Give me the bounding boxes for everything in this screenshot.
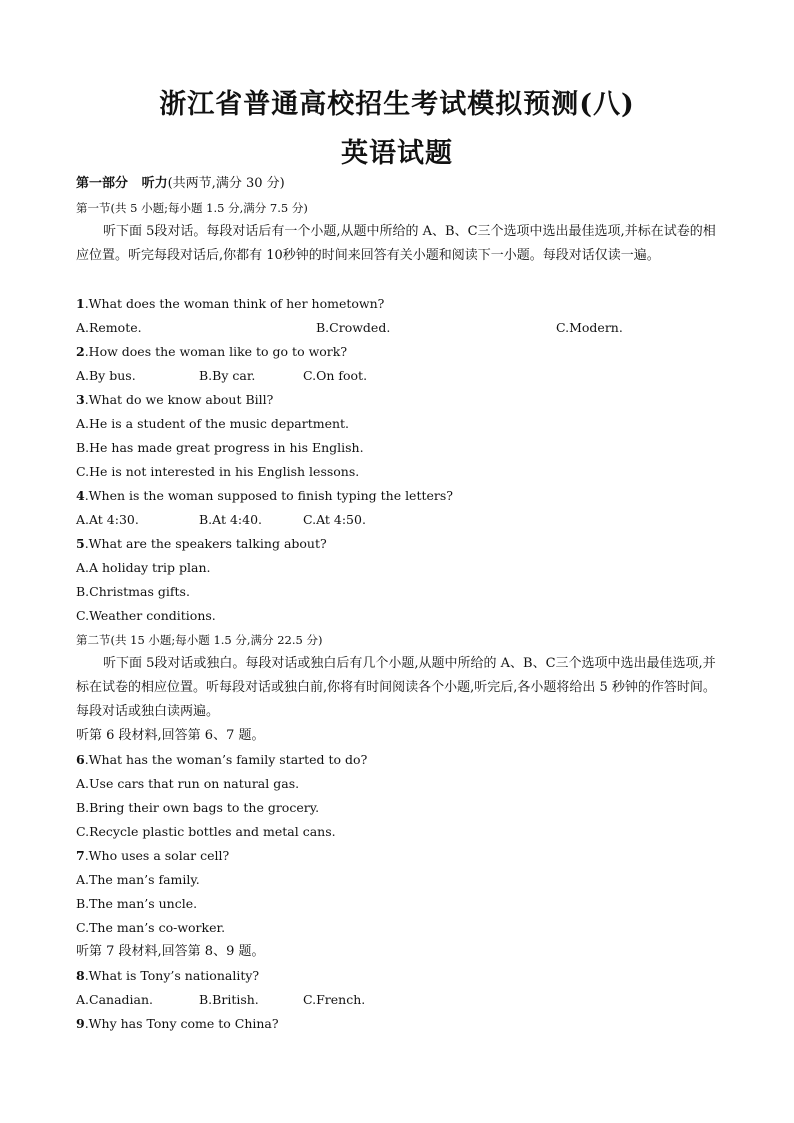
q3-option-b: B.He has made great progress in his English. xyxy=(76,440,364,455)
question-8 xyxy=(76,968,259,984)
exam-subtitle: 英语试题 xyxy=(341,138,453,169)
question-text: .What are the speakers talking about? xyxy=(84,536,327,551)
question-5 xyxy=(76,536,327,552)
q7-option-c: C.The man’s co-worker. xyxy=(76,920,226,935)
q3-option-a: A.He is a student of the music department. xyxy=(76,416,350,431)
q6-option-b: B.Bring their own bags to the grocery. xyxy=(76,800,320,815)
section2-heading: 第二节(共 15 小题;每小题 1.5 分,满分 22.5 分) xyxy=(76,633,323,647)
part1-note: (共两节,满分 30 分) xyxy=(167,176,285,191)
q2-option-a: A.By bus. xyxy=(76,368,136,383)
question-text: .How does the woman like to go to work? xyxy=(84,344,348,359)
question-number: 8 xyxy=(76,968,85,983)
q1-option-b: B.Crowded. xyxy=(316,320,391,335)
q4-option-c: C.At 4:50. xyxy=(303,512,366,527)
q6-option-c: C.Recycle plastic bottles and metal cans. xyxy=(76,824,336,839)
question-number: 9 xyxy=(76,1016,85,1031)
q7-option-a: A.The man’s family. xyxy=(76,872,200,887)
material-7-label: 听第 7 段材料,回答第 8、9 题。 xyxy=(76,944,265,959)
question-number: 7 xyxy=(76,848,85,863)
question-3 xyxy=(76,392,273,408)
q5-option-c: C.Weather conditions. xyxy=(76,608,216,623)
section2-instructions: 听下面 5段对话或独白。每段对话或独白后有几个小题,从题中所给的 A、B、C三个选项中选出最佳选项,并标在试卷的相应位置。听每段对话或独白前,你将有时间阅读各个小题,听完后,各小题将给出 5 秒钟的作答时间。每段对话或独白读两遍。 xyxy=(76,656,716,719)
question-number: 3 xyxy=(76,392,85,407)
question-6 xyxy=(76,752,367,768)
part1-label: 第一部分 xyxy=(76,176,129,191)
material-6-label: 听第 6 段材料,回答第 6、7 题。 xyxy=(76,728,265,743)
question-number: 6 xyxy=(76,752,85,767)
question-4 xyxy=(76,488,453,504)
question-text: .Who uses a solar cell? xyxy=(84,848,230,863)
question-text: .When is the woman supposed to finish typing the letters? xyxy=(84,488,453,503)
section1-instructions: 听下面 5段对话。每段对话后有一个小题,从题中所给的 A、B、C三个选项中选出最佳选项,并标在试卷的相应位置。听完每段对话后,你都有 10秒钟的时间来回答有关小题和阅读下一小题。每段对话仅读一遍。 xyxy=(76,224,716,263)
q4-option-b: B.At 4:40. xyxy=(199,512,263,527)
q5-option-b: B.Christmas gifts. xyxy=(76,584,190,599)
question-text: .What do we know about Bill? xyxy=(84,392,274,407)
q8-option-b: B.British. xyxy=(199,992,259,1007)
q4-option-a: A.At 4:30. xyxy=(76,512,139,527)
question-text: .What does the woman think of her hometown? xyxy=(84,296,385,311)
q8-option-a: A.Canadian. xyxy=(76,992,153,1007)
question-2 xyxy=(76,344,347,360)
q7-option-b: B.The man’s uncle. xyxy=(76,896,198,911)
section1-heading: 第一节(共 5 小题;每小题 1.5 分,满分 7.5 分) xyxy=(76,201,308,215)
q6-option-a: A.Use cars that run on natural gas. xyxy=(76,776,300,791)
q8-option-c: C.French. xyxy=(303,992,366,1007)
q2-option-b: B.By car. xyxy=(199,368,256,383)
question-number: 5 xyxy=(76,536,85,551)
question-text: .What has the woman’s family started to do? xyxy=(84,752,368,767)
question-9 xyxy=(76,1016,279,1032)
q5-option-a: A.A holiday trip plan. xyxy=(76,560,211,575)
question-number: 4 xyxy=(76,488,85,503)
part1-heading xyxy=(76,176,285,192)
exam-title: 浙江省普通高校招生考试模拟预测(八) xyxy=(159,89,635,120)
q3-option-c: C.He is not interested in his English lessons. xyxy=(76,464,360,479)
q2-option-c: C.On foot. xyxy=(303,368,368,383)
q1-option-c: C.Modern. xyxy=(556,320,623,335)
question-text: .What is Tony’s nationality? xyxy=(84,968,260,983)
part1-title: 听力 xyxy=(141,176,168,191)
question-text: .Why has Tony come to China? xyxy=(84,1016,279,1031)
question-number: 2 xyxy=(76,344,85,359)
q1-option-a: A.Remote. xyxy=(76,320,142,335)
question-1 xyxy=(76,296,384,312)
question-number: 1 xyxy=(76,296,85,311)
question-7 xyxy=(76,848,229,864)
